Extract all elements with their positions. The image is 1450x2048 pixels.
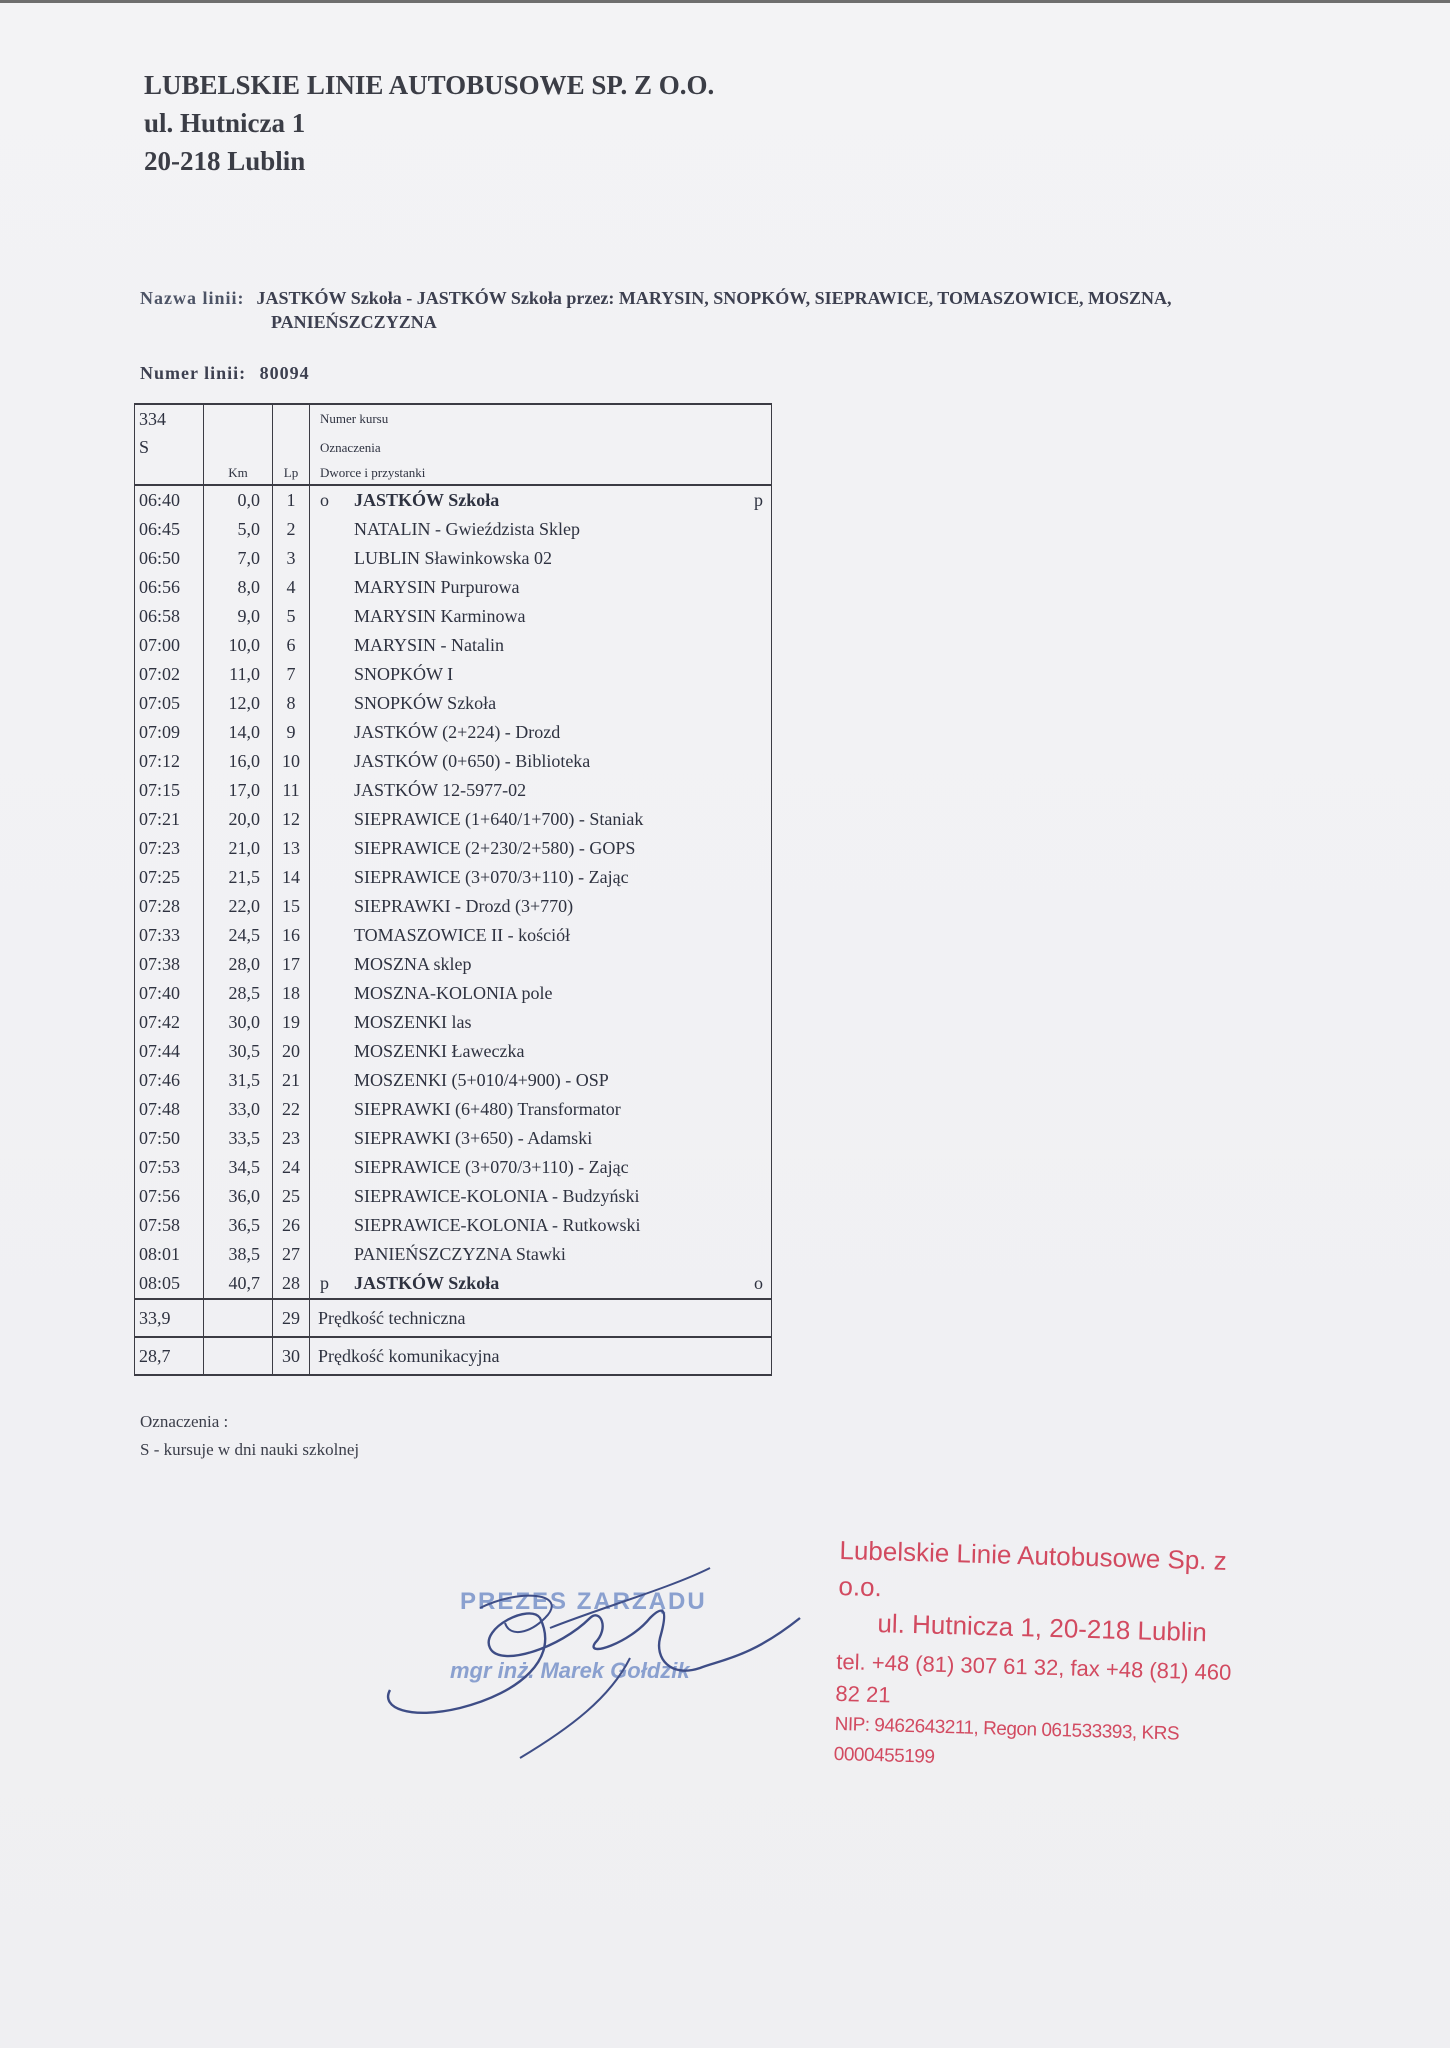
- stop-end-mark: o: [754, 1273, 763, 1293]
- summary-lp: 30: [273, 1337, 310, 1375]
- stop-name: PANIEŃSZCZYZNA Stawki: [354, 1244, 566, 1264]
- stop-number: 14: [273, 863, 310, 892]
- stop-name: JASTKÓW 12-5977-02: [354, 780, 527, 800]
- stop-name: LUBLIN Sławinkowska 02: [354, 548, 552, 568]
- stop-name: MOSZENKI las: [354, 1012, 472, 1032]
- stop-name: SIEPRAWKI (6+480) Transformator: [354, 1099, 621, 1119]
- distance-km: 38,5: [204, 1240, 273, 1269]
- stop-name: MARYSIN Purpurowa: [354, 577, 520, 597]
- stop-number: 28: [273, 1269, 310, 1299]
- stop-name: JASTKÓW Szkoła: [354, 1273, 500, 1293]
- table-row: [135, 834, 772, 863]
- stop-number: 8: [273, 689, 310, 718]
- departure-time: 07:25: [135, 863, 204, 892]
- stop-end-mark: p: [754, 490, 763, 510]
- signature-stamp: [370, 1548, 810, 1768]
- line-name-label: Nazwa linii:: [140, 288, 245, 308]
- departure-time: 07:28: [135, 892, 204, 921]
- company-header: [144, 66, 714, 180]
- stop-number: 22: [273, 1095, 310, 1124]
- stop-mark: p: [320, 1273, 329, 1293]
- distance-km: 30,0: [204, 1008, 273, 1037]
- header-lp: Lp: [273, 462, 310, 485]
- stop-name: SIEPRAWICE (3+070/3+110) - Zając: [354, 1157, 629, 1177]
- stop-number: 2: [273, 515, 310, 544]
- table-row: [135, 515, 772, 544]
- legend: [140, 1408, 359, 1464]
- stop-number: 11: [273, 776, 310, 805]
- table-row: [135, 1095, 772, 1124]
- stop-name: MOSZNA sklep: [354, 954, 472, 974]
- header-row-markings: [135, 433, 772, 462]
- stop-name: JASTKÓW (2+224) - Drozd: [354, 722, 561, 742]
- stop-name: SIEPRAWKI - Drozd (3+770): [354, 896, 574, 916]
- company-name: LUBELSKIE LINIE AUTOBUSOWE SP. Z O.O.: [144, 70, 715, 100]
- header-stops: Dworce i przystanki: [310, 462, 772, 485]
- stop-name: MARYSIN - Natalin: [354, 635, 504, 655]
- table-row: [135, 805, 772, 834]
- departure-time: 07:00: [135, 631, 204, 660]
- stop-name: SNOPKÓW I: [354, 664, 454, 684]
- departure-time: 06:58: [135, 602, 204, 631]
- stop-number: 17: [273, 950, 310, 979]
- departure-time: 07:58: [135, 1211, 204, 1240]
- stop-number: 21: [273, 1066, 310, 1095]
- distance-km: 16,0: [204, 747, 273, 776]
- distance-km: 24,5: [204, 921, 273, 950]
- distance-km: 12,0: [204, 689, 273, 718]
- departure-time: 06:45: [135, 515, 204, 544]
- table-row: [135, 1240, 772, 1269]
- departure-time: 07:44: [135, 1037, 204, 1066]
- departure-time: 07:53: [135, 1153, 204, 1182]
- stop-name: SIEPRAWICE (3+070/3+110) - Zając: [354, 867, 629, 887]
- line-via-value: MARYSIN, SNOPKÓW, SIEPRAWICE, TOMASZOWICE, MOSZNA,: [618, 288, 1172, 308]
- departure-time: 06:50: [135, 544, 204, 573]
- table-row: [135, 485, 772, 515]
- stop-number: 10: [273, 747, 310, 776]
- summary-row: [135, 1299, 772, 1337]
- stop-name: TOMASZOWICE II - kościół: [354, 925, 571, 945]
- distance-km: 36,5: [204, 1211, 273, 1240]
- table-row: [135, 1124, 772, 1153]
- stop-number: 6: [273, 631, 310, 660]
- stop-number: 19: [273, 1008, 310, 1037]
- stamp-company-name: Lubelskie Linie Autobusowe Sp. z o.o.: [838, 1534, 1228, 1603]
- table-row: [135, 1008, 772, 1037]
- line-via-value-cont: PANIEŃSZCZYZNA: [271, 312, 437, 332]
- stop-name: SIEPRAWKI (3+650) - Adamski: [354, 1128, 593, 1148]
- header-km: Km: [204, 462, 273, 485]
- summary-label: Prędkość techniczna: [310, 1299, 772, 1337]
- table-row: [135, 689, 772, 718]
- stop-number: 9: [273, 718, 310, 747]
- distance-km: 28,0: [204, 950, 273, 979]
- stop-name: MOSZENKI Ławeczka: [354, 1041, 525, 1061]
- departure-time: 06:40: [135, 485, 204, 515]
- distance-km: 40,7: [204, 1269, 273, 1299]
- departure-time: 07:48: [135, 1095, 204, 1124]
- distance-km: 5,0: [204, 515, 273, 544]
- summary-value: 28,7: [135, 1337, 204, 1375]
- table-row: [135, 1182, 772, 1211]
- distance-km: 8,0: [204, 573, 273, 602]
- line-number-value: 80094: [259, 363, 310, 383]
- departure-time: 07:21: [135, 805, 204, 834]
- header-markings: Oznaczenia: [310, 433, 772, 462]
- stop-name: MOSZNA-KOLONIA pole: [354, 983, 553, 1003]
- distance-km: 36,0: [204, 1182, 273, 1211]
- summary-value: 33,9: [135, 1299, 204, 1337]
- stop-number: 4: [273, 573, 310, 602]
- stop-name: SIEPRAWICE (2+230/2+580) - GOPS: [354, 838, 636, 858]
- departure-time: 07:46: [135, 1066, 204, 1095]
- departure-time: 06:56: [135, 573, 204, 602]
- departure-time: 07:15: [135, 776, 204, 805]
- distance-km: 22,0: [204, 892, 273, 921]
- table-row: [135, 776, 772, 805]
- departure-time: 08:05: [135, 1269, 204, 1299]
- departure-time: 07:42: [135, 1008, 204, 1037]
- departure-time: 07:12: [135, 747, 204, 776]
- table-row: [135, 1037, 772, 1066]
- stop-number: 7: [273, 660, 310, 689]
- departure-time: 07:38: [135, 950, 204, 979]
- distance-km: 31,5: [204, 1066, 273, 1095]
- departure-time: 07:23: [135, 834, 204, 863]
- table-row: [135, 602, 772, 631]
- stop-name: MOSZENKI (5+010/4+900) - OSP: [354, 1070, 609, 1090]
- stop-number: 12: [273, 805, 310, 834]
- stop-number: 20: [273, 1037, 310, 1066]
- company-city: 20-218 Lublin: [144, 146, 306, 176]
- course-mark-cell: S: [135, 433, 204, 462]
- company-street: ul. Hutnicza 1: [144, 108, 306, 138]
- distance-km: 7,0: [204, 544, 273, 573]
- distance-km: 0,0: [204, 485, 273, 515]
- stop-name: SIEPRAWICE-KOLONIA - Rutkowski: [354, 1215, 641, 1235]
- distance-km: 33,5: [204, 1124, 273, 1153]
- stamp-address: ul. Hutnicza 1, 20-218 Lublin: [877, 1608, 1208, 1648]
- stop-number: 13: [273, 834, 310, 863]
- header-row-columns: [135, 462, 772, 485]
- distance-km: 34,5: [204, 1153, 273, 1182]
- stamp-phone: tel. +48 (81) 307 61 32, fax +48 (81) 460 82 21: [835, 1648, 1232, 1708]
- distance-km: 10,0: [204, 631, 273, 660]
- table-row: [135, 921, 772, 950]
- table-row: [135, 950, 772, 979]
- summary-label: Prędkość komunikacyjna: [310, 1337, 772, 1375]
- timetable: [134, 403, 772, 1376]
- departure-time: 07:50: [135, 1124, 204, 1153]
- distance-km: 14,0: [204, 718, 273, 747]
- table-row: [135, 718, 772, 747]
- departure-time: 07:05: [135, 689, 204, 718]
- stop-name: JASTKÓW (0+650) - Biblioteka: [354, 751, 591, 771]
- stop-number: 25: [273, 1182, 310, 1211]
- legend-item: S - kursuje w dni nauki szkolnej: [140, 1440, 360, 1459]
- table-row: [135, 1211, 772, 1240]
- stop-number: 23: [273, 1124, 310, 1153]
- table-row: [135, 863, 772, 892]
- distance-km: 30,5: [204, 1037, 273, 1066]
- stop-number: 15: [273, 892, 310, 921]
- departure-time: 07:02: [135, 660, 204, 689]
- company-stamp: [833, 1532, 1259, 1782]
- signature-stamp-title: PREZES ZARZĄDU: [460, 1588, 707, 1615]
- stop-number: 1: [273, 485, 310, 515]
- departure-time: 07:40: [135, 979, 204, 1008]
- departure-time: 07:33: [135, 921, 204, 950]
- table-row: [135, 892, 772, 921]
- table-row: [135, 573, 772, 602]
- distance-km: 21,0: [204, 834, 273, 863]
- table-row: [135, 1153, 772, 1182]
- line-via-label: przez:: [566, 288, 615, 308]
- table-row: [135, 1269, 772, 1299]
- distance-km: 28,5: [204, 979, 273, 1008]
- departure-time: 08:01: [135, 1240, 204, 1269]
- signature-stamp-name: mgr inż. Marek Gołdzik: [450, 1658, 690, 1683]
- stop-number: 24: [273, 1153, 310, 1182]
- summary-lp: 29: [273, 1299, 310, 1337]
- stop-number: 16: [273, 921, 310, 950]
- distance-km: 21,5: [204, 863, 273, 892]
- handwritten-signature: [370, 1548, 810, 1768]
- stop-number: 27: [273, 1240, 310, 1269]
- stop-name: SIEPRAWICE-KOLONIA - Budzyński: [354, 1186, 640, 1206]
- stop-number: 18: [273, 979, 310, 1008]
- scan-edge: [0, 0, 1450, 3]
- distance-km: 9,0: [204, 602, 273, 631]
- distance-km: 20,0: [204, 805, 273, 834]
- departure-time: 07:56: [135, 1182, 204, 1211]
- table-row: [135, 979, 772, 1008]
- header-row-course-number: [135, 404, 772, 433]
- table-row: [135, 747, 772, 776]
- line-name-block: [140, 286, 1340, 334]
- stop-name: NATALIN - Gwieździsta Sklep: [354, 519, 581, 539]
- stop-number: 3: [273, 544, 310, 573]
- legend-title: Oznaczenia :: [140, 1412, 229, 1431]
- line-number-label: Numer linii:: [140, 363, 247, 383]
- line-name-value: JASTKÓW Szkoła - JASTKÓW Szkoła: [256, 288, 562, 308]
- stop-name: SIEPRAWICE (1+640/1+700) - Staniak: [354, 809, 644, 829]
- summary-row: [135, 1337, 772, 1375]
- distance-km: 17,0: [204, 776, 273, 805]
- stop-number: 26: [273, 1211, 310, 1240]
- header-course-number: Numer kursu: [310, 404, 772, 433]
- departure-time: 07:09: [135, 718, 204, 747]
- stamp-ids: NIP: 9462643211, Regon 061533393, KRS 0000455199: [833, 1713, 1180, 1768]
- stop-name: MARYSIN Karminowa: [354, 606, 526, 626]
- distance-km: 11,0: [204, 660, 273, 689]
- table-row: [135, 660, 772, 689]
- stop-name: JASTKÓW Szkoła: [354, 490, 500, 510]
- stop-name: SNOPKÓW Szkoła: [354, 693, 497, 713]
- table-row: [135, 544, 772, 573]
- stop-mark: o: [320, 490, 329, 510]
- stop-number: 5: [273, 602, 310, 631]
- table-row: [135, 1066, 772, 1095]
- table-row: [135, 631, 772, 660]
- distance-km: 33,0: [204, 1095, 273, 1124]
- course-number-cell: 334: [135, 404, 204, 433]
- line-number-block: [140, 363, 310, 384]
